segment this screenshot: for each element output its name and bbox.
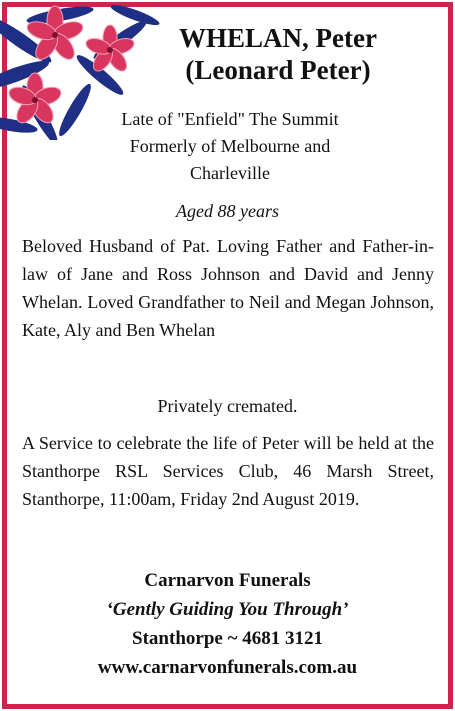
age-line: Aged 88 years — [176, 201, 279, 221]
funeral-home-website: www.carnarvonfunerals.com.au — [97, 657, 358, 678]
cremation-line: Privately cremated. — [157, 396, 298, 416]
residence-line: Late of "Enfield" The Summit — [121, 109, 339, 129]
service-paragraph: A Service to celebrate the life of Peter will be held at the Stanthorpe RSL Services Club, 46 Marsh Street, Stanthorpe, 11:00am, Friday 2nd August 2019. — [22, 433, 434, 509]
funeral-home-block — [0, 566, 455, 682]
deceased-name-heading — [128, 22, 428, 86]
funeral-home-name: Carnarvon Funerals — [144, 570, 311, 591]
residence-line: Charleville — [190, 163, 270, 183]
funeral-home-phone: Stanthorpe ~ 4681 3121 — [132, 628, 323, 649]
deceased-name: WHELAN, Peter — [179, 23, 377, 53]
family-paragraph: Beloved Husband of Pat. Loving Father and Father-in-law of Jane and Ross Johnson and David and Jenny Whelan. Loved Grandfather to Neil and Megan Johnson, Kate, Aly and Ben Whelan — [22, 236, 434, 340]
residence-block — [70, 106, 390, 187]
funeral-home-slogan: ‘Gently Guiding You Through’ — [106, 599, 349, 620]
deceased-full-name: (Leonard Peter) — [185, 55, 371, 85]
residence-line: Formerly of Melbourne and — [129, 136, 331, 156]
